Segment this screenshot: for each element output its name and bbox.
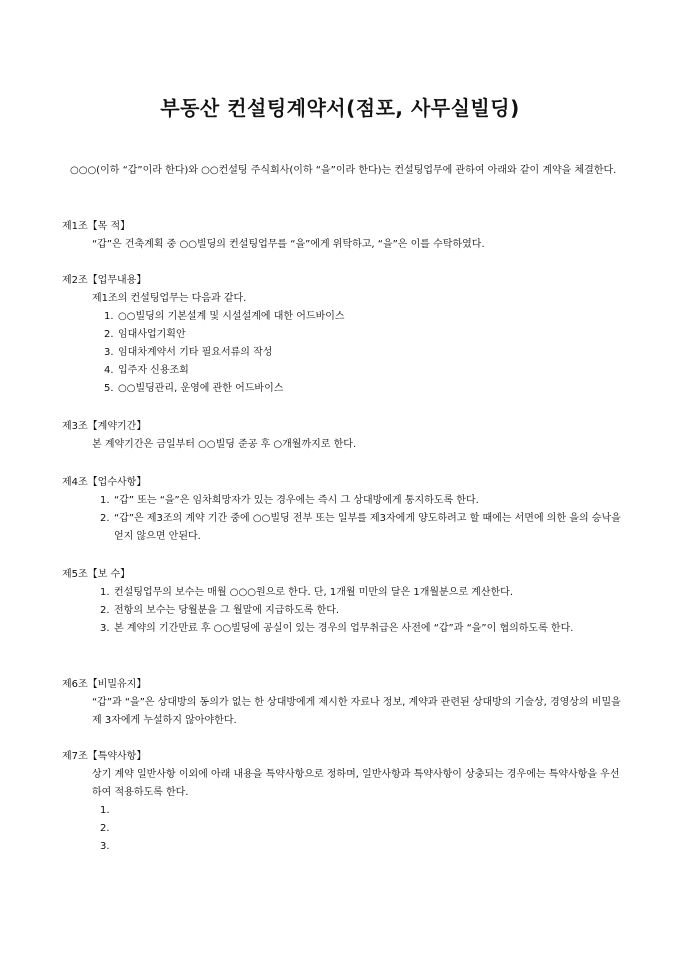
article-2	[62, 272, 628, 398]
list-item	[100, 802, 628, 820]
article-7-body	[92, 766, 628, 856]
article-4	[62, 474, 628, 546]
article-7-text: 상기 계약 일반사항 이외에 아래 내용을 특약사항으로 정하며, 일반사항과 특약사항이 상충되는 경우에는 특약사항을 우선하여 적용하도록 한다.	[92, 769, 620, 798]
list-item	[104, 308, 628, 326]
article-2-heading: 제2조【업무내용】	[62, 275, 147, 286]
item-number: 3.	[104, 347, 114, 358]
item-text: “갑”은 제3조의 계약 기간 중에 ○○빌딩 전부 또는 일부를 제3자에게 양도하려고 할 때에는 서면에 의한 을의 승낙을 얻지 않으면 안된다.	[114, 513, 621, 542]
item-number: 1.	[104, 311, 114, 322]
list-item	[100, 820, 628, 838]
list-item	[100, 510, 628, 546]
item-number: 2.	[100, 823, 110, 834]
article-7-list	[92, 802, 628, 856]
article-5-list	[92, 584, 628, 638]
item-text: 임대차계약서 기타 필요서류의 작성	[118, 347, 273, 358]
article-3-text: 본 계약기간은 금일부터 ○○빌딩 준공 후 ○개월까지로 한다.	[92, 439, 357, 450]
article-6-text: “갑”과 “을”은 상대방의 동의가 없는 한 상대방에게 제시한 자료나 정보, 계약과 관련된 상대방의 기술상, 경영상의 비밀을 제 3자에게 누설하지 않아야한다.	[92, 697, 621, 726]
item-text: 본 계약의 기간만료 후 ○○빌딩에 공실이 있는 경우의 업무취급은 사전에 “갑”과 “을”이 협의하도록 한다.	[114, 623, 574, 634]
document-title: 부동산 컨설팅계약서(점포, 사무실빌딩)	[160, 96, 520, 120]
item-text: 컨설팅업무의 보수는 매월 ○○○원으로 한다. 단, 1개월 미만의 달은 1개월분으로 계산한다.	[114, 587, 514, 598]
list-item	[104, 380, 628, 398]
article-7	[62, 748, 628, 856]
article-5-body	[92, 584, 628, 638]
article-4-body	[92, 492, 628, 546]
list-item	[104, 344, 628, 362]
item-number: 1.	[100, 805, 110, 816]
article-6-heading: 제6조【비밀유지】	[62, 679, 147, 690]
item-text: 임대사업기획안	[118, 329, 186, 340]
item-text: “갑” 또는 “을”은 임차희망자가 있는 경우에는 즉시 그 상대방에게 통지하도록 한다.	[114, 495, 479, 506]
list-item	[100, 838, 628, 856]
article-1-text: “갑”은 건축계획 중 ○○빌딩의 컨설팅업무를 “을”에게 위탁하고, “을”은 이를 수탁하였다.	[92, 239, 485, 250]
article-2-lead: 제1조의 컨설팅업무는 다음과 같다.	[92, 293, 247, 304]
item-number: 1.	[100, 587, 110, 598]
item-text: ○○빌딩의 기본설계 및 시설설계에 대한 어드바이스	[118, 311, 345, 322]
item-number: 2.	[104, 329, 114, 340]
article-1-heading: 제1조【목 적】	[62, 221, 131, 232]
item-text: 입주자 신용조회	[118, 365, 189, 376]
article-5-heading: 제5조【보 수】	[62, 569, 131, 580]
intro-paragraph: ○○○(이하 “갑”이라 한다)와 ○○컨설팅 주식회사(이하 “을”이라 한다)는 컨설팅업무에 관하여 아래와 같이 계약을 체결한다.	[70, 165, 617, 176]
list-item	[100, 620, 628, 638]
item-text: ○○빌딩관리, 운영에 관한 어드바이스	[118, 383, 284, 394]
item-number: 3.	[100, 841, 110, 852]
item-number: 5.	[104, 383, 114, 394]
item-number: 2.	[100, 605, 110, 616]
article-2-body	[92, 290, 628, 398]
article-1	[62, 218, 628, 254]
item-text: 전항의 보수는 당월분을 그 월말에 지급하도록 한다.	[114, 605, 340, 616]
article-6	[62, 676, 628, 730]
item-number: 1.	[100, 495, 110, 506]
article-3-heading: 제3조【계약기간】	[62, 421, 147, 432]
article-5	[62, 566, 628, 638]
article-2-list	[92, 308, 628, 398]
article-4-list	[92, 492, 628, 546]
article-3	[62, 418, 628, 454]
list-item	[100, 602, 628, 620]
article-4-heading: 제4조【업수사항】	[62, 477, 147, 488]
list-item	[100, 492, 628, 510]
list-item	[104, 326, 628, 344]
item-number: 3.	[100, 623, 110, 634]
list-item	[104, 362, 628, 380]
item-number: 2.	[100, 513, 110, 524]
list-item	[100, 584, 628, 602]
article-7-heading: 제7조【특약사항】	[62, 751, 147, 762]
item-number: 4.	[104, 365, 114, 376]
